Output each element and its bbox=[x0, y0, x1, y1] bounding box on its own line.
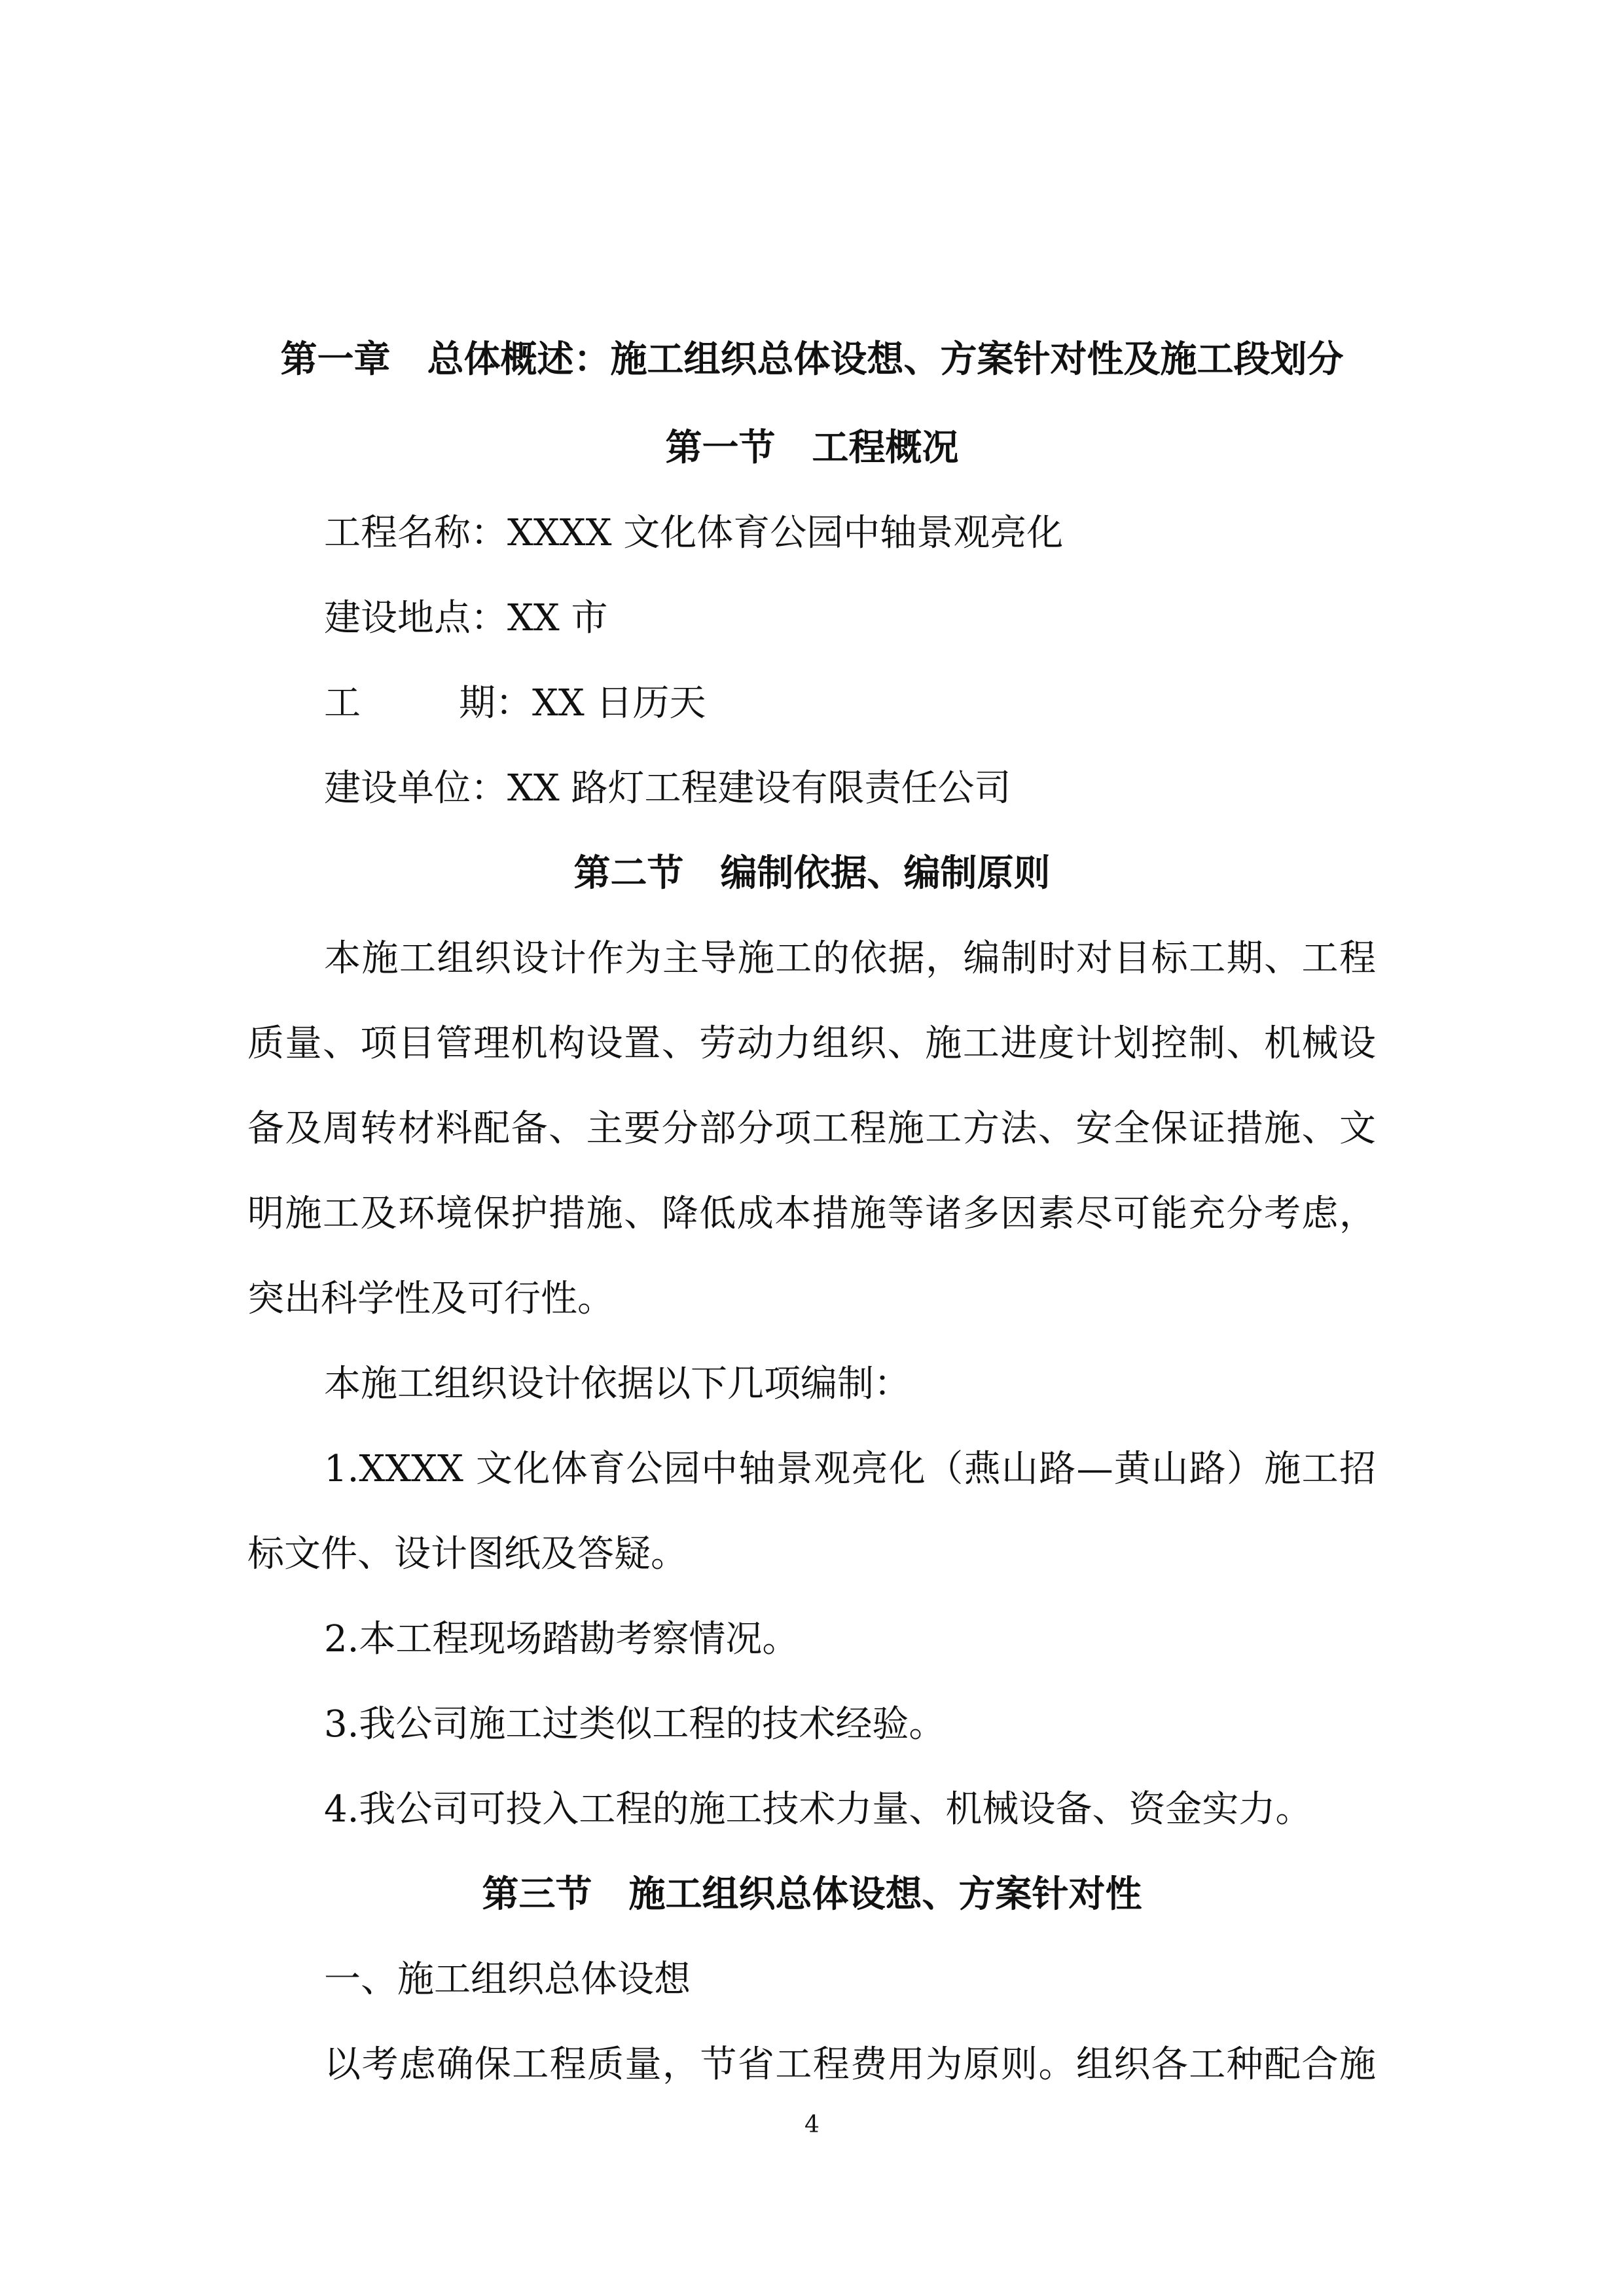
paragraph-line: 以考虑确保工程质量，节省工程费用为原则。组织各工种配合施 bbox=[324, 2043, 1376, 2086]
project-duration-row bbox=[324, 677, 706, 730]
list-item-2: 2.本工程现场踏勘考察情况。 bbox=[324, 1618, 799, 1660]
section-title: 工程概况 bbox=[812, 427, 959, 469]
field-label: 建设单位： bbox=[324, 767, 507, 810]
list-item-4: 4.我公司可投入工程的施工技术力量、机械设备、资金实力。 bbox=[324, 1788, 1312, 1831]
field-label: 工 bbox=[324, 682, 361, 725]
section-heading-3 bbox=[0, 1869, 1624, 1921]
subsection-heading: 一、施工组织总体设想 bbox=[324, 1958, 691, 2001]
paragraph-line: 备及周转材料配备、主要分部分项工程施工方法、安全保证措施、文 bbox=[247, 1107, 1376, 1150]
chapter-heading bbox=[0, 334, 1624, 386]
paragraph-line: 突出科学性及可行性。 bbox=[247, 1278, 614, 1320]
field-label: 建设地点： bbox=[324, 597, 507, 639]
list-item-3: 3.我公司施工过类似工程的技术经验。 bbox=[324, 1703, 946, 1746]
paragraph-line: 质量、项目管理机构设置、劳动力组织、施工进度计划控制、机械设 bbox=[247, 1022, 1376, 1065]
field-value: XX 路灯工程建设有限责任公司 bbox=[507, 767, 1011, 810]
paragraph-line: 本施工组织设计作为主导施工的依据，编制时对目标工期、工程 bbox=[324, 937, 1376, 980]
paragraph-line: 本施工组织设计依据以下几项编制： bbox=[324, 1363, 911, 1405]
chapter-title: 总体概述：施工组织总体设想、方案针对性及施工段划分 bbox=[427, 338, 1344, 381]
section-title: 施工组织总体设想、方案针对性 bbox=[628, 1873, 1142, 1916]
field-label: 工程名称： bbox=[324, 512, 507, 554]
section-title: 编制依据、编制原则 bbox=[720, 852, 1051, 895]
page-number: 4 bbox=[804, 2111, 820, 2138]
section-number: 第二节 bbox=[573, 852, 684, 895]
field-value: XX 日历天 bbox=[532, 682, 706, 725]
list-item-1: 1.XXXX 文化体育公园中轴景观亮化（燕山路—黄山路）施工招 bbox=[324, 1448, 1376, 1490]
field-value: XX 市 bbox=[507, 597, 608, 639]
section-heading-1 bbox=[0, 422, 1624, 475]
chapter-number: 第一章 bbox=[280, 338, 391, 381]
list-item-1-cont: 标文件、设计图纸及答疑。 bbox=[247, 1533, 687, 1575]
field-value: XXXX 文化体育公园中轴景观亮化 bbox=[507, 512, 1064, 554]
paragraph-line: 明施工及环境保护措施、降低成本措施等诸多因素尽可能充分考虑， bbox=[247, 1193, 1376, 1235]
section-number: 第一节 bbox=[665, 427, 776, 469]
project-owner-row bbox=[324, 762, 1011, 815]
project-name-row bbox=[324, 507, 1063, 560]
project-location-row bbox=[324, 592, 608, 645]
field-label: 期： bbox=[459, 682, 532, 725]
section-number: 第三节 bbox=[482, 1873, 592, 1916]
section-heading-2 bbox=[0, 848, 1624, 900]
